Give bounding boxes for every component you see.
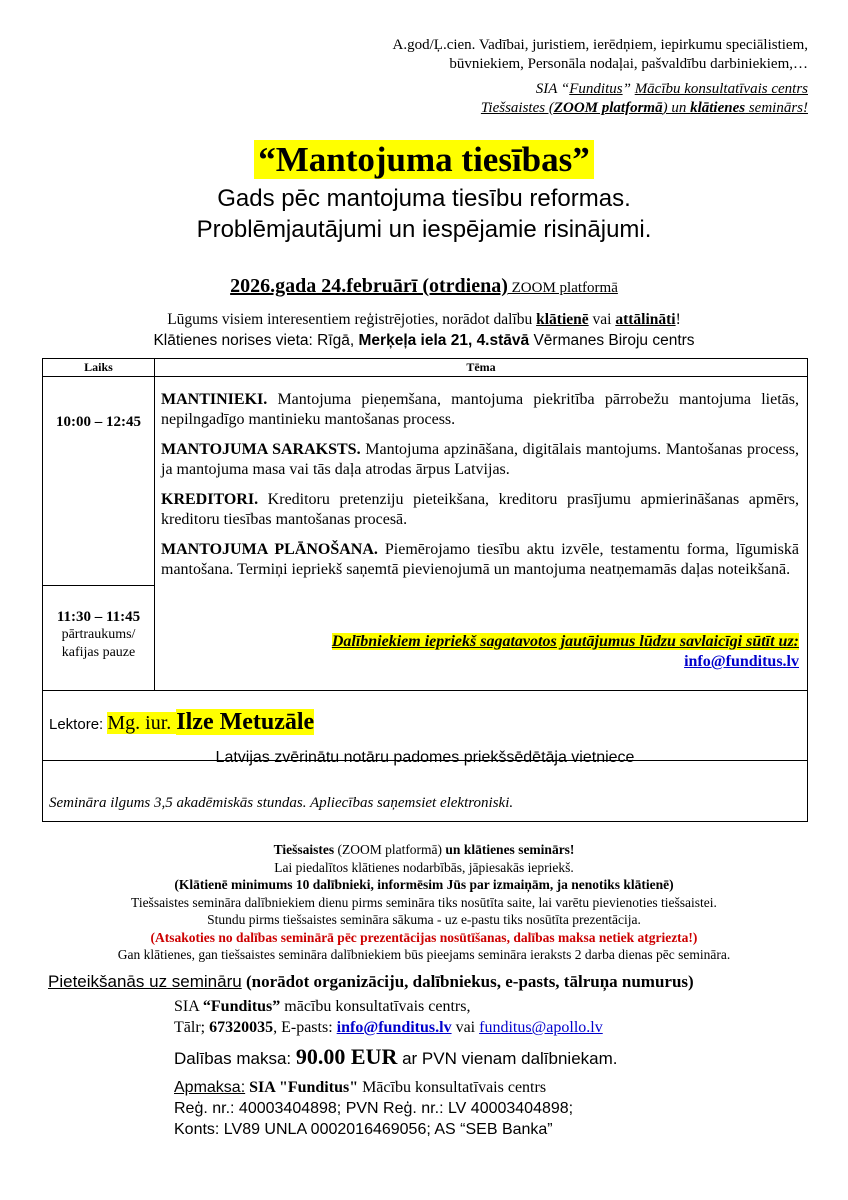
signup-contacts (174, 996, 808, 1038)
lecturer-name: Ilze Metuzāle (176, 709, 315, 735)
column-header-topic: Tēma (466, 360, 496, 374)
info-line-2: Lai piedalītos klātienes nodarbībās, jāpiesakās iepriekš. (274, 859, 574, 875)
signup-email-link[interactable]: info@funditus.lv (336, 1019, 452, 1036)
signup-phone-email: Tālr; 67320035, E-pasts: info@funditus.lv vai funditus@apollo.lv (174, 1019, 603, 1036)
seminar-title: “Mantojuma tiesības” (0, 138, 848, 182)
lecturer-title: Mg. iur. (107, 712, 177, 734)
fee: Dalības maksa: 90.00 EUR ar PVN vienam dalībniekam. (174, 1044, 618, 1069)
seminar-date: 2026.gada 24.februārī (otrdiena) ZOOM platformā (230, 275, 618, 297)
signup-title: Pieteikšanās uz semināru (norādot organizāciju, dalībniekus, e-pasts, tālruņa numurus) (48, 972, 694, 991)
topics-list (161, 390, 799, 590)
audience-header (300, 36, 808, 74)
break-label-line-2: kafijas pauze (61, 645, 136, 660)
organizer-header (300, 80, 808, 118)
info-line-6: (Atsakoties no dalības seminārā pēc prezentācijas nosūtīšanas, dalības maksa netiek atgriezta!) (150, 929, 698, 945)
fee-amount: 90.00 EUR (295, 1044, 398, 1069)
info-line-7: Gan klātienes, gan tiešsaistes semināra dalībniekiem būs pieejams semināra ieraksts 2 darba dienas pēc semināra. (117, 947, 731, 962)
signup-email-alt-link[interactable]: funditus@apollo.lv (479, 1019, 603, 1036)
registration-note: Lūgums visiem interesentiem reģistrējoties, norādot dalību klātienē vai attālināti! (167, 311, 681, 328)
subtitle-line-1: Gads pēc mantojuma tiesību reformas. (217, 185, 631, 212)
questions-note: Dalībniekiem iepriekš sagatavotos jautājumus lūdzu savlaicīgi sūtīt uz: info@funditus.lv (331, 633, 799, 670)
organizer-line: SIA “Funditus” Mācību konsultatīvais centrs (535, 81, 808, 97)
questions-email-link[interactable]: info@funditus.lv (684, 653, 799, 670)
format-line: Tiešsaistes (ZOOM platformā) un klātienes seminārs! (480, 100, 808, 116)
session-time: 10:00 – 12:45 (56, 414, 141, 430)
table-divider (43, 585, 154, 586)
info-line-5: Stundu pirms tiešsaistes semināra sākuma - uz e-pastu tiks nosūtīta prezentācija. (207, 912, 641, 927)
payment-details (174, 1077, 808, 1140)
break-label-line-1: pārtraukums/ (61, 627, 136, 642)
table-divider (43, 376, 807, 377)
audience-line-2: būvniekiem, Personāla nodaļai, pašvaldību darbiniekiem,… (449, 56, 808, 72)
payment-reg: Reģ. nr.: 40003404898; PVN Reģ. nr.: LV 40003404898; (174, 1100, 574, 1117)
payment-recipient: Apmaksa: SIA "Funditus" Mācību konsultatīvais centrs (174, 1079, 547, 1096)
subtitle-line-2: Problēmjautājumi un iespējamie risinājumi. (196, 216, 652, 243)
participation-info (0, 841, 848, 964)
audience-line-1: A.god/Ļ.cien. Vadībai, juristiem, ierēdņiem, iepirkumu speciālistiem, (392, 37, 808, 53)
table-divider (43, 690, 807, 691)
break-time: 11:30 – 11:45 (56, 609, 141, 625)
organizer-centre: Mācību konsultatīvais centrs (634, 81, 808, 97)
info-line-4: Tiešsaistes semināra dalībniekiem dienu pirms semināra tiks nosūtīta saite, lai varētu pievienoties tiešsaistei. (131, 894, 717, 910)
seminar-duration: Semināra ilgums 3,5 akadēmiskās stundas. Apliecības saņemsiet elektroniski. (49, 795, 514, 811)
break-slot (43, 608, 154, 662)
organizer-name: Funditus (569, 81, 623, 97)
topic-item: MANTOJUMA PLĀNOŠANA. Piemērojamo tiesību aktu izvēle, testamentu forma, līgumiskā mantošana. Termiņi iepriekš saņemtā pievienojumā un mantojuma neatņemamās daļas noteikšanā. (161, 541, 800, 578)
lecturer-position: Latvijas zvērinātu notāru padomes priekšsēdētāja vietniece (215, 749, 635, 766)
payment-account: Konts: LV89 UNLA 0002016469056; AS “SEB Banka” (174, 1121, 553, 1138)
topic-item: MANTINIEKI. Mantojuma pieņemšana, mantojuma piekritība pārrobežu mantojuma lietās, nepilngadīgo mantinieku mantošanas process. (161, 391, 799, 428)
lecturer: Lektore: Mg. iur. Ilze Metuzāle (49, 709, 315, 735)
column-header-time: Laiks (84, 360, 113, 374)
seminar-subtitle (0, 183, 848, 245)
table-divider (154, 359, 155, 690)
schedule-table (42, 358, 808, 822)
topic-item: KREDITORI. Kreditoru pretenziju pieteikšana, kreditoru prasījumu apmierināšanas apmērs, kreditoru tiesības mantošanas procesā. (161, 491, 799, 528)
info-line-1: Tiešsaistes (ZOOM platformā) un klātienes seminārs! (273, 842, 575, 857)
venue-note: Klātienes norises vieta: Rīgā, Merķeļa iela 21, 4.stāvā Vērmanes Biroju centrs (153, 332, 695, 349)
info-line-3: (Klātienē minimums 10 dalībnieki, informēsim Jūs par izmaiņām, ja nenotiks klātienē) (174, 877, 674, 892)
topic-item: MANTOJUMA SARAKSTS. Mantojuma apzināšana, digitālais mantojums. Mantošanas process, ja mantojuma masa vai tās daļa atrodas ārpus Latvijas. (161, 441, 799, 478)
signup-org: SIA “Funditus” mācību konsultatīvais centrs, (174, 998, 471, 1015)
